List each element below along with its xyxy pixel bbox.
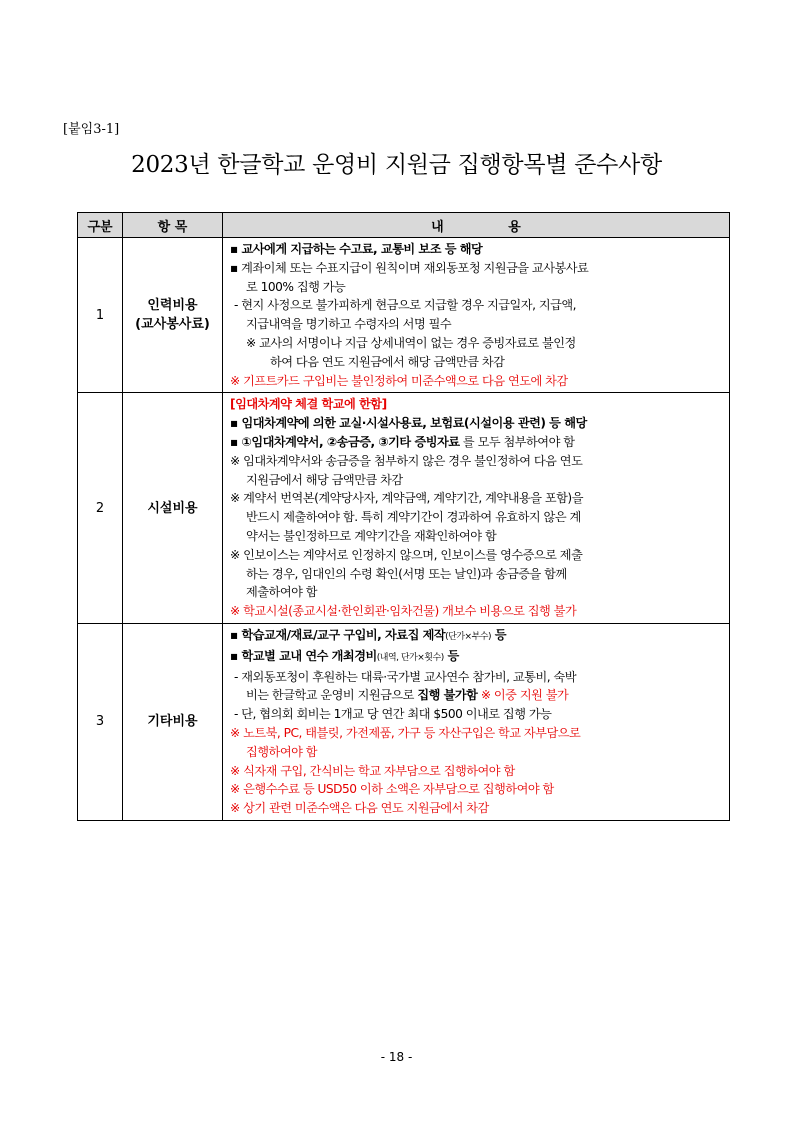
content-line [230, 626, 723, 647]
row-content [223, 623, 730, 820]
content-line: ※ 학교시설(종교시설·한인회관·임차건물) 개보수 비용으로 집행 불가 [230, 604, 577, 619]
materials-suffix: 등 [494, 627, 507, 642]
row-item-name [123, 238, 223, 393]
content-line: ※ 상기 관련 미준수액은 다음 연도 지원금에서 차감 [230, 801, 489, 816]
table-row [78, 238, 730, 393]
row-number: 3 [78, 623, 123, 820]
content-line: ※ 노트북, PC, 태블릿, 가전제품, 가구 등 자산구입은 학교 자부담으로 [230, 725, 581, 740]
content-line: 반드시 제출하여야 함. 특히 계약기간이 경과하여 유효하지 않은 계 [246, 510, 581, 525]
double-support-note: ※ 이중 지원 불가 [480, 688, 569, 703]
document-title: 2023년 한글학교 운영비 지원금 집행항목별 준수사항 [131, 152, 662, 178]
compliance-table [77, 212, 730, 821]
content-line: ※ 계약서 번역본(계약당사자, 계약금액, 계약기간, 계약내용을 포함)을 [230, 491, 583, 506]
training-cost-text: 비는 한글학교 운영비 지원금으로 [246, 688, 414, 703]
content-line: ※ 은행수수료 등 USD50 이하 소액은 자부담으로 집행하여야 함 [230, 782, 554, 797]
header-content: 내 용 [223, 213, 730, 238]
required-documents-note: 를 모두 첨부하여야 함 [462, 434, 575, 449]
content-line: 지원금에서 해당 금액만큼 차감 [246, 472, 403, 487]
content-line [230, 686, 723, 705]
required-documents: ▪ ①임대차계약서, ②송금증, ③기타 증빙자료 [230, 434, 460, 449]
row-content [223, 393, 730, 624]
content-line: 로 100% 집행 가능 [246, 279, 346, 294]
row-number: 2 [78, 393, 123, 624]
header-category: 구분 [78, 213, 123, 238]
row-item-name [123, 623, 223, 820]
content-line: ※ 기프트카드 구입비는 불인정하여 미준수액으로 다음 연도에 차감 [230, 373, 568, 388]
item-subname: (교사봉사료) [135, 317, 210, 333]
not-allowed-text: 집행 불가함 [417, 688, 478, 703]
table-row [78, 623, 730, 820]
training-suffix: 등 [447, 648, 459, 663]
content-line: 약서는 불인정하므로 계약기간을 재확인하여야 함 [246, 528, 497, 543]
training-item: ▪ 학교별 교내 연수 개최경비 [230, 648, 377, 663]
materials-note: (단가×부수) [445, 631, 491, 642]
content-line: ▪ 임대차계약에 의한 교실·시설사용료, 보험료(시설이용 관련) 등 해당 [230, 416, 587, 431]
training-note: (내역, 단가×횟수) [376, 652, 444, 663]
content-line: ※ 교사의 서명이나 지급 상세내역이 없는 경우 증빙자료로 불인정 [246, 335, 576, 350]
header-item: 항 목 [123, 213, 223, 238]
content-line: ※ 임대차계약서와 송금증을 첨부하지 않은 경우 불인정하여 다음 연도 [230, 453, 583, 468]
content-line: ※ 식자재 구입, 간식비는 학교 자부담으로 집행하여야 함 [230, 763, 515, 778]
content-line: 집행하여야 함 [246, 744, 318, 759]
content-line: ▪ 계좌이체 또는 수표지급이 원칙이며 재외동포청 지원금을 교사봉사료 [230, 260, 589, 275]
content-line [230, 433, 723, 452]
page-number: - 18 - [380, 1050, 413, 1064]
content-line: - 재외동포청이 후원하는 대륙·국가별 교사연수 참가비, 교통비, 숙박 [234, 669, 577, 684]
row-number: 1 [78, 238, 123, 393]
table-row [78, 393, 730, 624]
row-content [223, 238, 730, 393]
table-header-row [78, 213, 730, 238]
item-name: 시설비용 [147, 500, 198, 516]
materials-item: ▪ 학습교재/재료/교구 구입비, 자료집 제작 [230, 627, 446, 642]
row-item-name [123, 393, 223, 624]
content-line: 제출하여야 함 [246, 585, 318, 600]
content-line: 하여 다음 연도 지원금에서 해당 금액만큼 차감 [270, 354, 505, 369]
content-line: [임대차계약 체결 학교에 한함] [230, 397, 387, 412]
content-line: 하는 경우, 임대인의 수령 확인(서명 또는 날인)과 송금증을 함께 [246, 566, 567, 581]
item-name: 기타비용 [147, 714, 198, 730]
attachment-label: [붙임3-1] [63, 122, 120, 137]
content-line: - 단, 협의회 회비는 1개교 당 연간 최대 $500 이내로 집행 가능 [234, 707, 552, 722]
item-name: 인력비용 [147, 298, 198, 314]
content-line: 지급내역을 명기하고 수령자의 서명 필수 [246, 317, 452, 332]
content-line [230, 647, 723, 668]
content-line: ▪ 교사에게 지급하는 수고료, 교통비 보조 등 해당 [230, 242, 483, 256]
content-line: - 현지 사정으로 불가피하게 현금으로 지급할 경우 지급일자, 지급액, [234, 298, 577, 313]
content-line: ※ 인보이스는 계약서로 인정하지 않으며, 인보이스를 영수증으로 제출 [230, 547, 583, 562]
